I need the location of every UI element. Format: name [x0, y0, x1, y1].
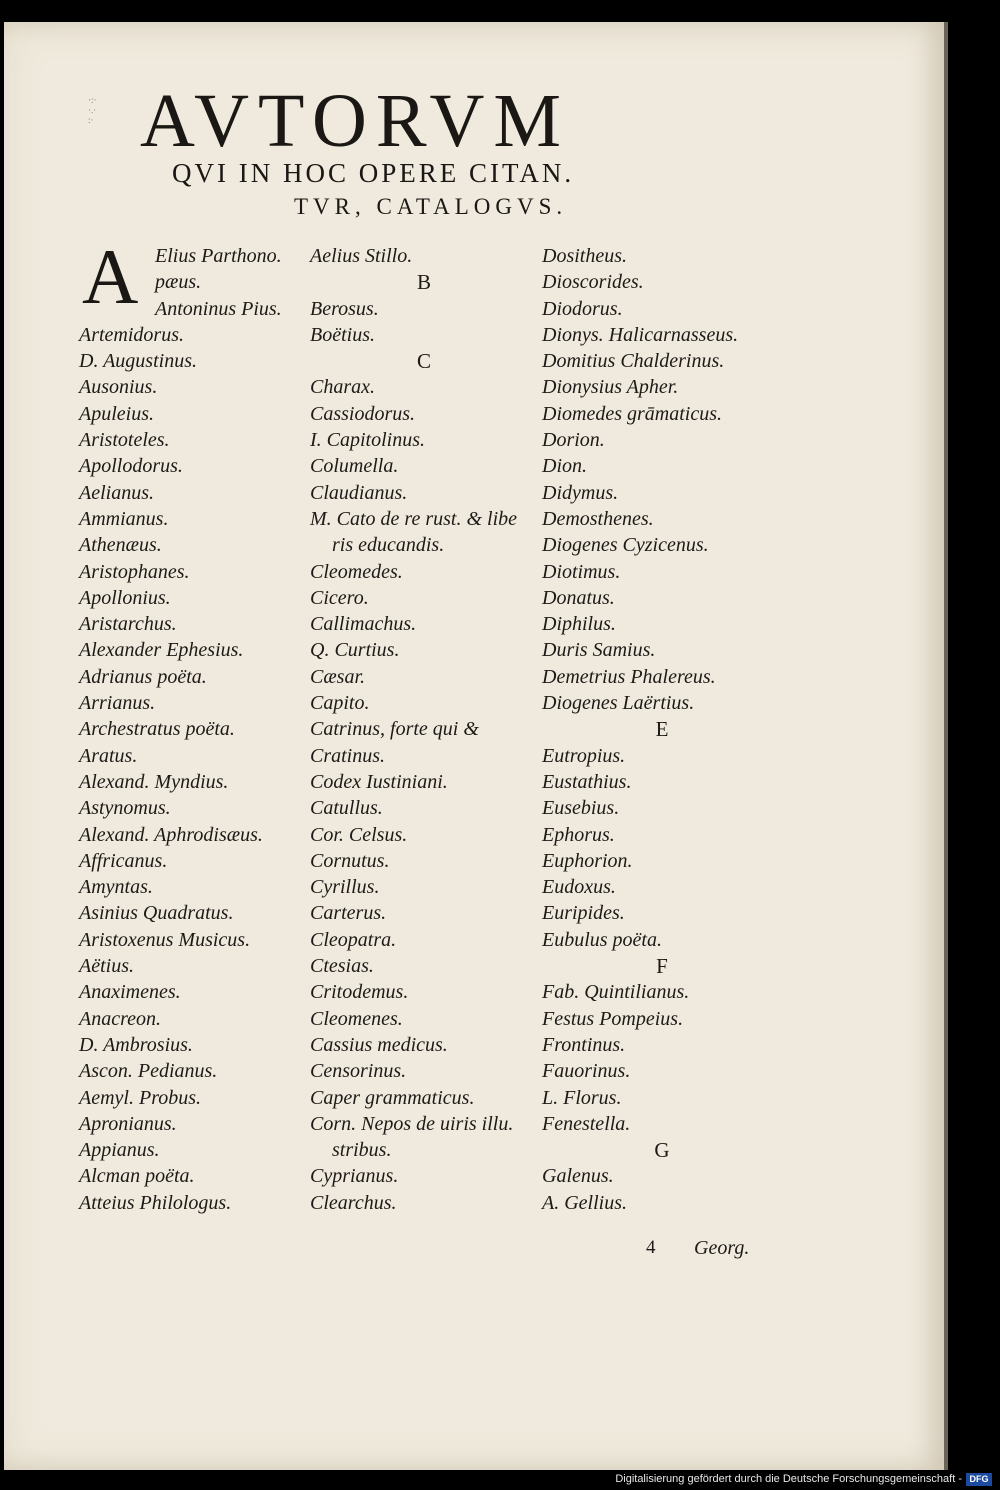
author-entry: Cleomedes.	[310, 560, 403, 583]
author-entry: Duris Samius.	[542, 639, 656, 662]
author-entry: Archestratus poëta.	[79, 718, 235, 741]
author-entry: M. Cato de re rust. & libe	[310, 507, 518, 530]
author-entry: Arrianus.	[79, 692, 156, 715]
author-entry: Cor. Celsus.	[310, 823, 408, 846]
author-entry: Catullus.	[310, 797, 383, 820]
author-entry: ris educandis.	[332, 534, 445, 557]
section-letter: B	[416, 270, 431, 295]
author-entry: Dionys. Halicarnasseus.	[542, 323, 739, 346]
author-entry: Cleomenes.	[310, 1007, 403, 1030]
author-entry: Galenus.	[542, 1165, 614, 1188]
author-entry: Demetrius Phalereus.	[542, 665, 716, 688]
author-entry: Aristophanes.	[79, 560, 190, 583]
author-entry: Apuleius.	[79, 402, 154, 425]
author-entry: Elius Parthono.	[155, 245, 282, 267]
author-entry: Alexand. Aphrodisæus.	[79, 823, 263, 846]
author-entry: Carterus.	[310, 902, 387, 925]
author-entry: Fenestella.	[542, 1112, 631, 1135]
author-entry: Ascon. Pedianus.	[79, 1060, 218, 1083]
author-entry: Apronianus.	[79, 1112, 177, 1135]
author-entry: Eubulus poëta.	[542, 928, 662, 951]
section-letter: G	[654, 1138, 670, 1163]
author-entry: Amyntas.	[79, 876, 153, 899]
subtitle-line-2: TVR, CATALOGVS.	[294, 194, 568, 219]
author-entry: Codex Iustiniani.	[310, 770, 448, 793]
author-entry: Columella.	[310, 455, 399, 478]
author-entry: Fab. Quintilianus.	[542, 981, 690, 1004]
author-entry: Diphilus.	[542, 613, 616, 636]
author-entry: Charax.	[310, 376, 375, 399]
author-entry: Didymus.	[542, 481, 619, 504]
author-entry: Dositheus.	[542, 245, 627, 267]
footer-credit: Digitalisierung gefördert durch die Deutsche Forschungsgemeinschaft -	[615, 1473, 962, 1485]
author-entry: Frontinus.	[542, 1033, 626, 1056]
author-entry: pæus.	[155, 271, 202, 294]
author-entry: Aratus.	[79, 744, 138, 767]
author-entry: Alexander Ephesius.	[79, 639, 244, 662]
section-letter: E	[655, 717, 669, 742]
author-column-2	[310, 243, 538, 1216]
author-column-3	[542, 243, 782, 1216]
author-entry: Catrinus, forte qui &	[310, 718, 479, 741]
author-entry: Caper grammaticus.	[310, 1086, 475, 1109]
author-entry: Appianus.	[79, 1139, 160, 1162]
author-entry: Eudoxus.	[542, 876, 616, 899]
author-entry: Anacreon.	[79, 1007, 162, 1030]
author-entry: Demosthenes.	[542, 507, 654, 530]
author-entry: A. Gellius.	[542, 1191, 627, 1214]
author-entry: D. Ambrosius.	[79, 1033, 193, 1056]
author-entry: Apollonius.	[79, 586, 171, 609]
page-title: AVTORVM	[140, 79, 570, 163]
author-entry: Euphorion.	[542, 849, 633, 872]
author-entry: Dioscorides.	[542, 271, 644, 294]
subtitle-line-1: QVI IN HOC OPERE CITAN.	[172, 158, 575, 188]
author-entry: Claudianus.	[310, 481, 408, 504]
section-letter: C	[416, 349, 431, 374]
author-entry: Aëtius.	[79, 955, 134, 978]
author-entry: Antoninus Pius.	[155, 297, 282, 320]
author-entry: Berosus.	[310, 297, 379, 320]
author-entry: Diogenes Laërtius.	[542, 692, 695, 715]
author-entry: Boëtius.	[310, 323, 375, 346]
author-entry: Cleopatra.	[310, 928, 397, 951]
author-entry: Artemidorus.	[79, 323, 184, 346]
author-column-1	[79, 243, 299, 1216]
author-entry: Ausonius.	[79, 376, 158, 399]
author-entry: Alcman poëta.	[79, 1165, 195, 1188]
author-entry: Capito.	[310, 692, 370, 715]
author-entry: D. Augustinus.	[79, 350, 197, 373]
catchword: Georg.	[694, 1237, 750, 1259]
author-entry: Aristoxenus Musicus.	[79, 928, 251, 951]
author-entry: Q. Curtius.	[310, 639, 400, 662]
author-entry: Aelius Stillo.	[310, 245, 413, 267]
author-entry: L. Florus.	[542, 1086, 622, 1109]
author-entry: I. Capitolinus.	[310, 429, 426, 452]
drop-capital: A	[82, 233, 139, 320]
author-entry: Cassiodorus.	[310, 402, 416, 425]
margin-smudge: ·:· ·.· :·	[88, 95, 97, 125]
author-entry: Euripides.	[542, 902, 625, 925]
author-entry: Affricanus.	[79, 849, 168, 872]
author-entry: Diodorus.	[542, 297, 623, 320]
author-entry: Diogenes Cyzicenus.	[542, 534, 709, 557]
author-entry: Donatus.	[542, 586, 615, 609]
page-edge	[944, 22, 948, 1470]
author-entry: Aemyl. Probus.	[79, 1086, 202, 1109]
author-entry: Eustathius.	[542, 770, 632, 793]
section-letter: F	[656, 954, 668, 979]
author-entry: Ammianus.	[79, 507, 169, 530]
author-entry: Eutropius.	[542, 744, 626, 767]
author-entry: Diotimus.	[542, 560, 621, 583]
author-entry: Diomedes grāmaticus.	[542, 402, 722, 425]
dfg-logo-icon: DFG	[966, 1473, 992, 1486]
author-entry: Dion.	[542, 455, 587, 478]
author-entry: Eusebius.	[542, 797, 620, 820]
author-entry: Adrianus poëta.	[79, 665, 207, 688]
author-entry: Aristarchus.	[79, 613, 177, 636]
author-entry: Astynomus.	[79, 797, 171, 820]
author-entry: Cratinus.	[310, 744, 386, 767]
author-entry: Censorinus.	[310, 1060, 407, 1083]
author-entry: Domitius Chalderinus.	[542, 350, 725, 373]
author-entry: Cyprianus.	[310, 1165, 399, 1188]
author-entry: Fauorinus.	[542, 1060, 631, 1083]
author-entry: Cassius medicus.	[310, 1033, 448, 1056]
author-entry: Aelianus.	[79, 481, 154, 504]
signature-mark: 4	[646, 1237, 656, 1258]
author-entry: Anaximenes.	[79, 981, 181, 1004]
author-entry: Clearchus.	[310, 1191, 397, 1214]
author-entry: Athenæus.	[79, 534, 162, 557]
author-entry: Cicero.	[310, 586, 369, 609]
author-entry: stribus.	[332, 1139, 392, 1162]
author-entry: Corn. Nepos de uiris illu.	[310, 1112, 514, 1135]
author-entry: Apollodorus.	[79, 455, 183, 478]
author-entry: Alexand. Myndius.	[79, 770, 229, 793]
author-entry: Asinius Quadratus.	[79, 902, 234, 925]
author-entry: Dionysius Apher.	[542, 376, 679, 399]
author-entry: Critodemus.	[310, 981, 409, 1004]
author-entry: Cæsar.	[310, 665, 366, 688]
author-entry: Cornutus.	[310, 849, 390, 872]
author-entry: Callimachus.	[310, 613, 417, 636]
author-entry: Ctesias.	[310, 955, 374, 978]
author-entry: Festus Pompeius.	[542, 1007, 684, 1030]
author-entry: Atteius Philologus.	[79, 1191, 232, 1214]
author-entry: Cyrillus.	[310, 876, 380, 899]
author-entry: Dorion.	[542, 429, 605, 452]
author-entry: Ephorus.	[542, 823, 615, 846]
author-entry: Aristoteles.	[79, 429, 170, 452]
